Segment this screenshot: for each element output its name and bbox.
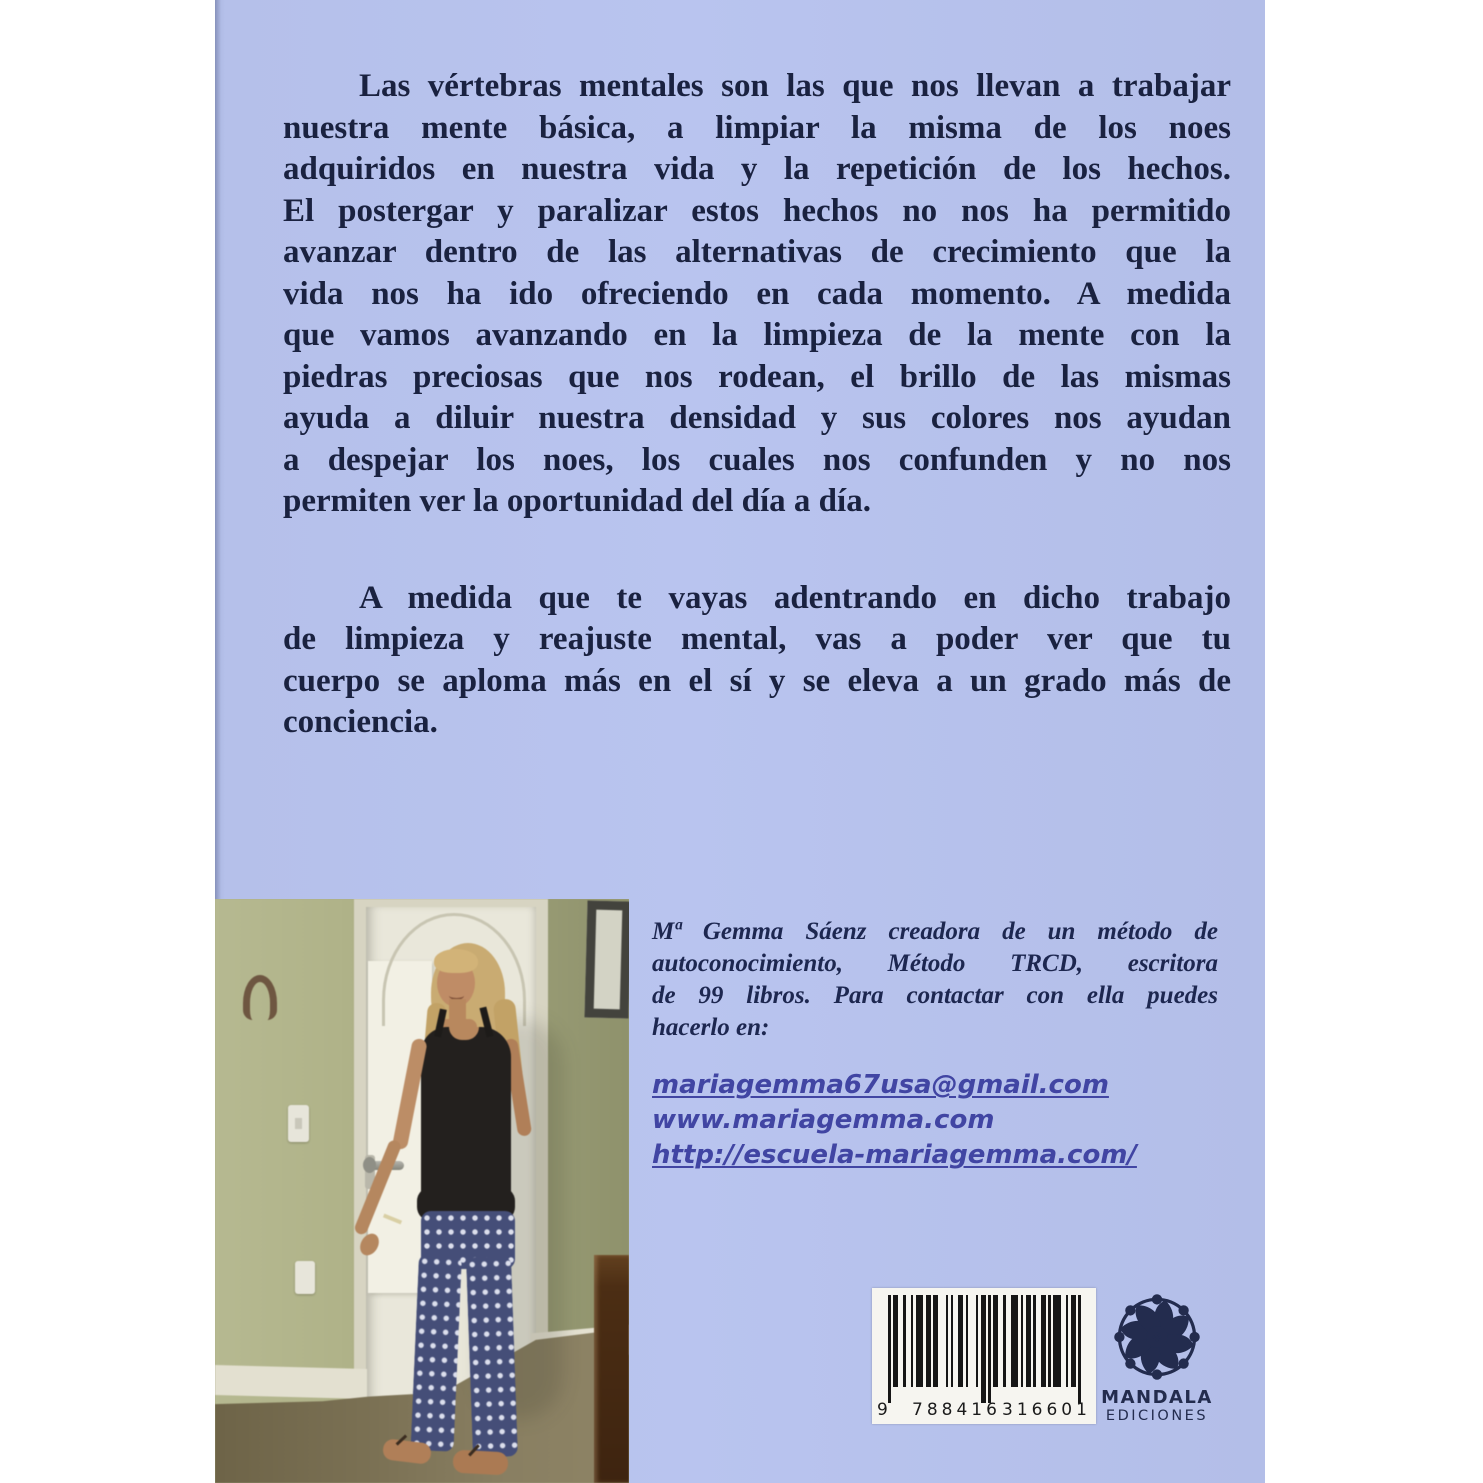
publisher-subname: EDICIONES: [1105, 1408, 1209, 1424]
text-line: autoconocimiento, Método TRCD, escritora: [652, 950, 1218, 977]
publisher-block: [1082, 1290, 1232, 1425]
author-bio: [652, 916, 1218, 1044]
publisher-name: MANDALA: [1101, 1387, 1213, 1408]
text-line: Las vértebras mentales son las que nos llevan a trabajar: [359, 68, 1231, 104]
picture-frame: [584, 900, 629, 1018]
door-handle-knob: [363, 1157, 376, 1173]
isbn-barcode: [872, 1288, 1096, 1424]
patterned-pants-leg: [410, 1254, 462, 1452]
text-line: vida nos ha ido ofreciendo en cada momento. A medida: [283, 275, 1231, 312]
text-line: Mª Gemma Sáenz creadora de un método de: [652, 918, 1218, 945]
sandal-foot: [452, 1450, 508, 1476]
text-line: cuerpo se aploma más en el sí y se eleva a un grado más de: [283, 662, 1231, 699]
barcode-bars: [888, 1295, 1081, 1403]
barcode-digits: [872, 1398, 1096, 1420]
text-line: de limpieza y reajuste mental, vas a poder ver que tu: [283, 621, 1231, 657]
mandala-logo-icon: [1110, 1290, 1204, 1384]
paragraph-1: [283, 66, 1231, 523]
school-website-link[interactable]: http://escuela-mariagemma.com/: [652, 1140, 1137, 1170]
text-line: que vamos avanzando en la limpieza de la mente con la: [283, 317, 1231, 353]
barcode-digit-group: 9: [877, 1400, 892, 1420]
light-switch: [288, 1105, 309, 1142]
description-text: [283, 66, 1231, 744]
patterned-pants-leg: [466, 1256, 518, 1457]
baseboard: [215, 1365, 367, 1399]
hallway-scene: [215, 899, 629, 1483]
text-line: permiten ver la oportunidad del día a día.: [283, 483, 871, 519]
text-line: ayuda a diluir nuestra densidad y sus colores nos ayudan: [283, 400, 1231, 436]
cover-card: [215, 0, 1265, 1483]
barcode-digit-group: 788416: [912, 1400, 1001, 1420]
text-line: hacerlo en:: [652, 1014, 770, 1041]
text-line: El postergar y paralizar estos hechos no nos ha permitido: [283, 192, 1231, 229]
contact-links: [652, 1068, 1218, 1173]
paragraph-2: [283, 578, 1231, 744]
text-line: adquiridos en nuestra vida y la repetición de los hechos.: [283, 151, 1231, 187]
woman-hair-fringe: [434, 949, 478, 973]
text-line: avanzar dentro de las alternativas de crecimiento que la: [283, 234, 1231, 270]
text-line: conciencia.: [283, 704, 438, 740]
wall-outlet: [295, 1261, 315, 1294]
text-line: nuestra mente básica, a limpiar la misma de los noes: [283, 109, 1231, 146]
text-line: A medida que te vayas adentrando en dicho trabajo: [359, 579, 1231, 616]
wood-furniture: [594, 1255, 629, 1483]
email-link[interactable]: mariagemma67usa@gmail.com: [652, 1070, 1109, 1100]
author-photo: [215, 899, 629, 1483]
text-line: a despejar los noes, los cuales nos confunden y no nos: [283, 441, 1231, 478]
website-link[interactable]: www.mariagemma.com: [652, 1105, 995, 1135]
text-line: de 99 libros. Para contactar con ella puedes: [652, 982, 1218, 1009]
barcode-digit-group: 316601: [1002, 1400, 1091, 1420]
text-line: piedras preciosas que nos rodean, el brillo de las mismas: [283, 358, 1231, 395]
